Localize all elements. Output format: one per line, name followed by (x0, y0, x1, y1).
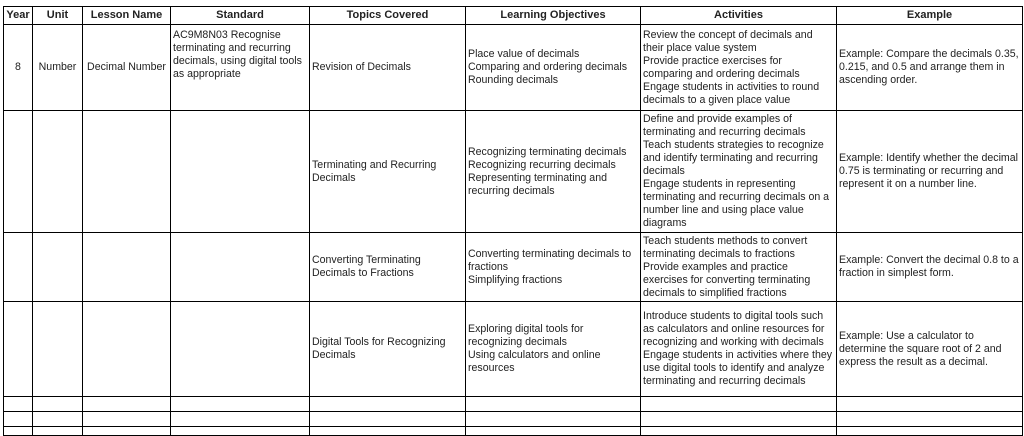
objective-line: Place value of decimals (468, 48, 580, 60)
example-cell: Example: Identify whether the decimal 0.75 is terminating or recurring and represent it on a number line. (837, 111, 1023, 233)
activities-cell (641, 25, 837, 111)
year-cell: 8 (4, 25, 33, 111)
header-unit: Unit (33, 7, 83, 25)
activity-line: Provide examples and practice exercises for converting terminating decimals to simplified fractions (643, 260, 811, 299)
objective-line: Rounding decimals (468, 74, 559, 86)
header-lesson-name: Lesson Name (83, 7, 171, 25)
activity-line: Engage students in activities where they use digital tools to identify and analyze terminating and recurring decimals (643, 349, 833, 387)
objective-line: Representing terminating and recurring decimals (468, 171, 607, 197)
lesson-name-cell: Decimal Number (83, 25, 171, 111)
standard-cell: AC9M8N03 Recognise terminating and recurring decimals, using digital tools as appropriate (171, 25, 310, 111)
table-row (4, 25, 1023, 111)
table-row (4, 233, 1023, 302)
objectives-cell (466, 25, 641, 111)
topic-cell: Terminating and Recurring Decimals (310, 111, 466, 233)
objectives-cell (466, 233, 641, 302)
activity-line: Define and provide examples of terminating and recurring decimals (643, 113, 806, 138)
example-cell: Example: Use a calculator to determine the square root of 2 and express the result as a decimal. (837, 302, 1023, 397)
activity-line: Teach students strategies to recognize and identify terminating and recurring decimals (643, 139, 824, 177)
header-year: Year (4, 7, 33, 25)
objective-line: Comparing and ordering decimals (468, 61, 627, 73)
activities-cell (641, 302, 837, 397)
objective-line: Simplifying fractions (468, 273, 563, 286)
table-row (4, 302, 1023, 397)
empty-row (4, 397, 1023, 412)
activity-line: Engage students in activities to round decimals to a given place value (643, 80, 820, 106)
header-standard: Standard (171, 7, 310, 25)
header-row (4, 7, 1023, 25)
example-cell: Example: Compare the decimals 0.35, 0.215, and 0.5 and arrange them in ascending order. (837, 25, 1023, 111)
topic-cell: Revision of Decimals (310, 25, 466, 111)
empty-row (4, 412, 1023, 427)
objective-line: Recognizing terminating decimals (468, 145, 627, 158)
activities-cell (641, 111, 837, 233)
header-topics-covered: Topics Covered (310, 7, 466, 25)
objectives-cell (466, 111, 641, 233)
activity-line: Provide practice exercises for comparing and ordering decimals (643, 54, 800, 80)
activity-line: Review the concept of decimals and their place value system (643, 28, 813, 54)
objective-line: Converting terminating decimals to fractions (468, 247, 632, 273)
activity-line: Engage students in representing terminating and recurring decimals on a number line and using place value diagrams (643, 178, 830, 229)
header-learning-objectives: Learning Objectives (466, 7, 641, 25)
header-example: Example (837, 7, 1023, 25)
empty-row (4, 427, 1023, 436)
activity-line: Introduce students to digital tools such as calculators and online resources for recognizing and working with decimals (643, 310, 825, 348)
topic-cell: Converting Terminating Decimals to Fractions (310, 233, 466, 302)
unit-cell: Number (33, 25, 83, 111)
objective-line: Recognizing recurring decimals (468, 158, 616, 171)
objectives-cell (466, 302, 641, 397)
activity-line: Teach students methods to convert terminating decimals to fractions (643, 234, 808, 260)
topic-cell: Digital Tools for Recognizing Decimals (310, 302, 466, 397)
header-activities: Activities (641, 7, 837, 25)
example-cell: Example: Convert the decimal 0.8 to a fraction in simplest form. (837, 233, 1023, 302)
objective-line: Exploring digital tools for recognizing decimals (468, 323, 584, 348)
activities-cell (641, 233, 837, 302)
objective-line: Using calculators and online resources (468, 349, 601, 374)
table-row (4, 111, 1023, 233)
lesson-plan-table (3, 6, 1023, 436)
